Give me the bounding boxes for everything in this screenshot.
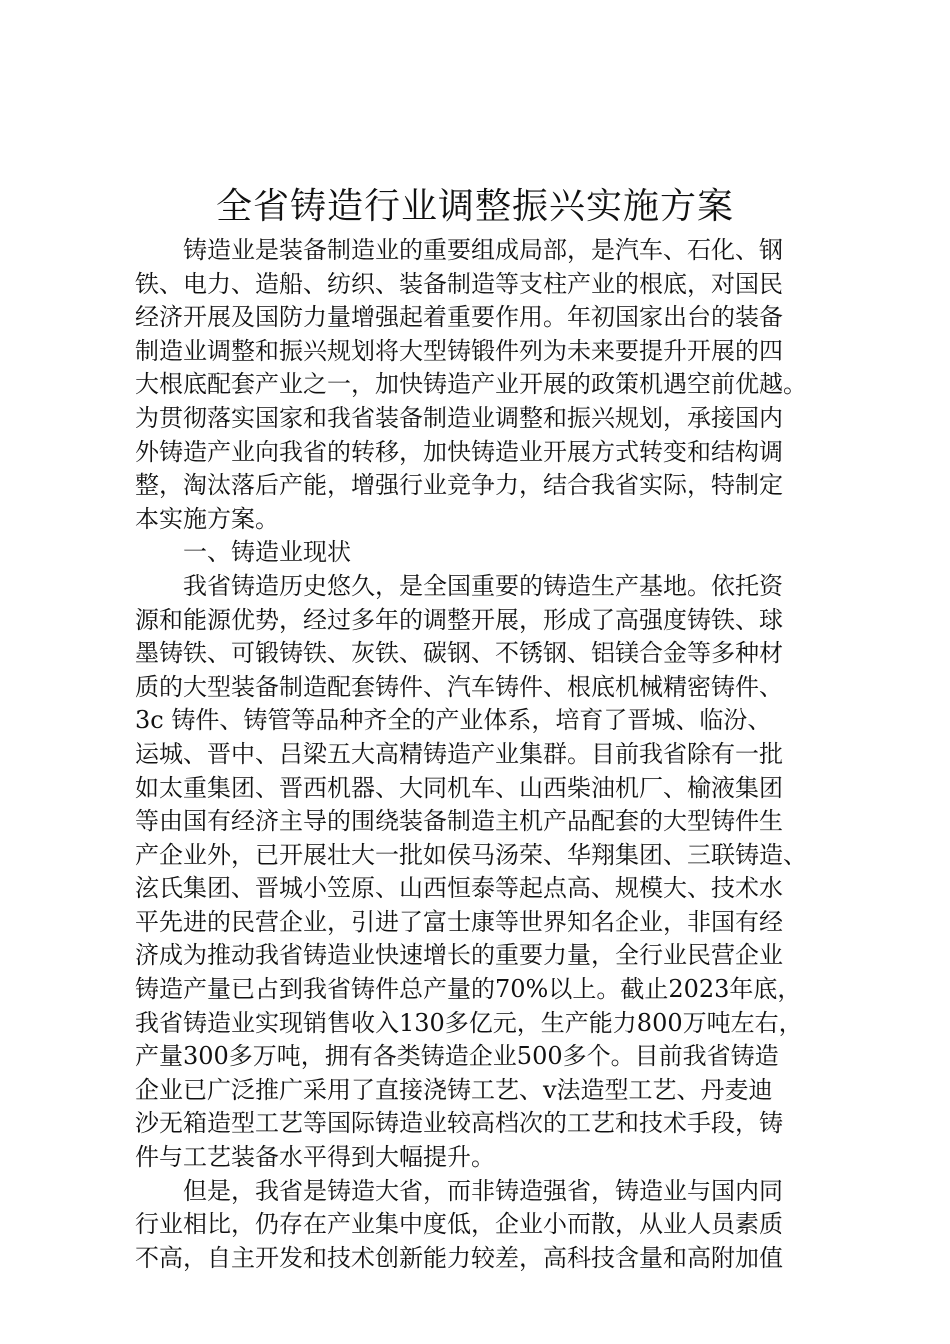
text-line: 为贯彻落实国家和我省装备制造业调整和振兴规划，承接国内 xyxy=(135,403,783,432)
text-line: 铁、电力、造船、纺织、装备制造等支柱产业的根底，对国民 xyxy=(135,269,783,298)
text-line: 等由国有经济主导的围绕装备制造主机产品配套的大型铸件生 xyxy=(135,807,783,836)
text-line: 本实施方案。 xyxy=(135,504,279,533)
text-line: 质的大型装备制造配套铸件、汽车铸件、根底机械精密铸件、 xyxy=(135,672,783,701)
text-line: 平先进的民营企业，引进了富士康等世界知名企业，非国有经 xyxy=(135,907,783,936)
text-line: 我省铸造历史悠久，是全国重要的铸造生产基地。依托资 xyxy=(135,571,783,600)
text-line: 源和能源优势，经过多年的调整开展，形成了高强度铸铁、球 xyxy=(135,605,783,634)
text-line: 大根底配套产业之一，加快铸造产业开展的政策机遇空前优越。 xyxy=(135,370,807,399)
text-line: 产量300多万吨，拥有各类铸造企业500多个。目前我省铸造 xyxy=(135,1042,779,1071)
text-line: 外铸造产业向我省的转移，加快铸造业开展方式转变和结构调 xyxy=(135,437,783,466)
text-line: 整，淘汰落后产能，增强行业竞争力，结合我省实际，特制定 xyxy=(135,471,783,500)
text-line: 泫氏集团、晋城小笠原、山西恒泰等起点高、规模大、技术水 xyxy=(135,874,783,903)
text-line: 济成为推动我省铸造业快速增长的重要力量，全行业民营企业 xyxy=(135,941,783,970)
text-line: 沙无箱造型工艺等国际铸造业较高档次的工艺和技术手段，铸 xyxy=(135,1109,783,1138)
text-line: 企业已广泛推广采用了直接浇铸工艺、v法造型工艺、丹麦迪 xyxy=(135,1075,773,1104)
text-line: 但是，我省是铸造大省，而非铸造强省，铸造业与国内同 xyxy=(135,1176,783,1205)
text-line: 件与工艺装备水平得到大幅提升。 xyxy=(135,1143,495,1172)
section-heading: 一、铸造业现状 xyxy=(135,538,351,567)
text-line: 铸造产量已占到我省铸件总产量的70%以上。截止2023年底， xyxy=(135,975,802,1004)
text-line: 墨铸铁、可锻铸铁、灰铁、碳钢、不锈钢、铝镁合金等多种材 xyxy=(135,639,783,668)
text-line: 制造业调整和振兴规划将大型铸锻件列为未来要提升开展的四 xyxy=(135,336,783,365)
text-line: 运城、晋中、吕梁五大高精铸造产业集群。目前我省除有一批 xyxy=(135,739,783,768)
text-line: 不高，自主开发和技术创新能力较差，高科技含量和高附加值 xyxy=(135,1243,783,1272)
text-line: 经济开展及国防力量增强起着重要作用。年初国家出台的装备 xyxy=(135,303,783,332)
text-line: 行业相比，仍存在产业集中度低，企业小而散，从业人员素质 xyxy=(135,1210,783,1239)
text-line: 如太重集团、晋西机器、大同机车、山西柴油机厂、榆液集团 xyxy=(135,773,783,802)
text-line: 我省铸造业实现销售收入130多亿元，生产能力800万吨左右， xyxy=(135,1008,803,1037)
document-title: 全省铸造行业调整振兴实施方案 xyxy=(215,186,734,227)
text-line: 铸造业是装备制造业的重要组成局部，是汽车、石化、钢 xyxy=(135,236,783,264)
document-body xyxy=(135,234,845,1275)
text-line: 3c 铸件、铸管等品种齐全的产业体系，培育了晋城、临汾、 xyxy=(135,706,772,735)
text-line: 产企业外，已开展壮大一批如侯马汤荣、华翔集团、三联铸造、 xyxy=(135,840,807,869)
